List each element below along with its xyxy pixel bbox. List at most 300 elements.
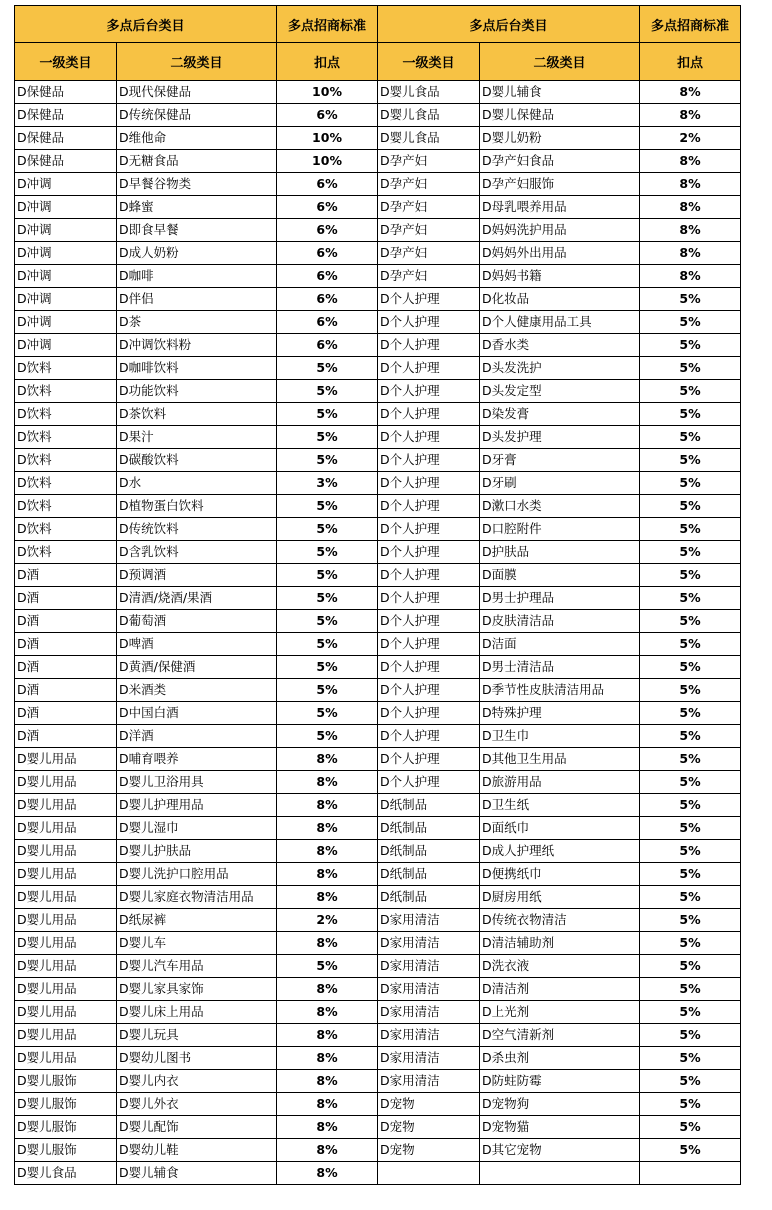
right-level1-cell: D个人护理 (378, 518, 480, 541)
left-rate-cell: 6% (277, 288, 378, 311)
right-level1-cell: D个人护理 (378, 380, 480, 403)
left-level2-cell: D纸尿裤 (117, 909, 277, 932)
right-rate-cell: 5% (640, 771, 741, 794)
right-level2-cell: D面膜 (480, 564, 640, 587)
right-rate-cell: 5% (640, 978, 741, 1001)
right-level2-cell: D男士清洁品 (480, 656, 640, 679)
header-row-top (15, 6, 741, 43)
left-level2-cell: D婴儿辅食 (117, 1162, 277, 1185)
left-level1-cell: D冲调 (15, 196, 117, 219)
table-row (15, 242, 741, 265)
right-level2-cell: D成人护理纸 (480, 840, 640, 863)
table-row (15, 610, 741, 633)
table-row (15, 219, 741, 242)
right-rate-cell: 8% (640, 150, 741, 173)
right-rate-cell: 5% (640, 610, 741, 633)
right-rate-cell: 8% (640, 242, 741, 265)
right-level2-cell: D清洁剂 (480, 978, 640, 1001)
left-level2-cell: D米酒类 (117, 679, 277, 702)
right-level1-cell: D纸制品 (378, 817, 480, 840)
right-level1-cell: D个人护理 (378, 633, 480, 656)
left-level1-cell: D保健品 (15, 81, 117, 104)
left-level1-cell: D婴儿用品 (15, 1024, 117, 1047)
table-row (15, 127, 741, 150)
right-level2-cell: D卫生纸 (480, 794, 640, 817)
left-rate-cell: 5% (277, 564, 378, 587)
left-rate-cell: 8% (277, 1116, 378, 1139)
table-row (15, 449, 741, 472)
right-rate-cell: 5% (640, 1001, 741, 1024)
right-level2-cell: D牙膏 (480, 449, 640, 472)
right-level2-cell: D牙刷 (480, 472, 640, 495)
left-level1-cell: D婴儿服饰 (15, 1139, 117, 1162)
left-rate-cell: 8% (277, 978, 378, 1001)
right-rate-cell: 8% (640, 196, 741, 219)
right-level1-cell: D宠物 (378, 1093, 480, 1116)
right-level2-cell: D头发定型 (480, 380, 640, 403)
right-rate-cell: 5% (640, 725, 741, 748)
right-level2-cell: D洗衣液 (480, 955, 640, 978)
left-rate-cell: 8% (277, 1093, 378, 1116)
right-level1-cell: D家用清洁 (378, 1024, 480, 1047)
right-rate-cell: 5% (640, 932, 741, 955)
left-rate-cell: 10% (277, 127, 378, 150)
left-level1-cell: D冲调 (15, 242, 117, 265)
left-rate-cell: 5% (277, 702, 378, 725)
table-row (15, 1070, 741, 1093)
left-rate-cell: 6% (277, 173, 378, 196)
left-level2-cell: D冲调饮料粉 (117, 334, 277, 357)
right-level2-cell: D卫生巾 (480, 725, 640, 748)
right-rate-cell: 5% (640, 426, 741, 449)
left-level1-cell: D婴儿用品 (15, 863, 117, 886)
left-level2-cell: D婴儿洗护口腔用品 (117, 863, 277, 886)
left-level2-cell: D婴儿家具家饰 (117, 978, 277, 1001)
right-rate-cell: 5% (640, 311, 741, 334)
right-level2-cell: D头发护理 (480, 426, 640, 449)
table-row (15, 265, 741, 288)
left-level2-cell: D即食早餐 (117, 219, 277, 242)
left-level1-cell: D婴儿用品 (15, 840, 117, 863)
right-level2-cell: D孕产妇服饰 (480, 173, 640, 196)
right-rate-cell: 2% (640, 127, 741, 150)
table-row (15, 518, 741, 541)
right-level1-cell: D家用清洁 (378, 1001, 480, 1024)
header-level1-right: 一级类目 (378, 43, 480, 81)
left-rate-cell: 5% (277, 587, 378, 610)
left-level1-cell: D酒 (15, 702, 117, 725)
right-level1-cell: D个人护理 (378, 587, 480, 610)
right-level1-cell: D个人护理 (378, 610, 480, 633)
left-level1-cell: D保健品 (15, 127, 117, 150)
table-row (15, 81, 741, 104)
right-level2-cell: D面纸巾 (480, 817, 640, 840)
right-level1-cell: D家用清洁 (378, 932, 480, 955)
right-rate-cell: 5% (640, 495, 741, 518)
left-rate-cell: 5% (277, 403, 378, 426)
right-rate-cell: 5% (640, 334, 741, 357)
right-rate-cell: 5% (640, 380, 741, 403)
left-level1-cell: D饮料 (15, 472, 117, 495)
left-level2-cell: D哺育喂养 (117, 748, 277, 771)
right-rate-cell: 5% (640, 633, 741, 656)
left-level1-cell: D婴儿用品 (15, 978, 117, 1001)
header-level2-left: 二级类目 (117, 43, 277, 81)
left-level1-cell: D婴儿用品 (15, 886, 117, 909)
table-row (15, 886, 741, 909)
right-level2-cell: D母乳喂养用品 (480, 196, 640, 219)
right-rate-cell: 5% (640, 909, 741, 932)
right-rate-cell: 5% (640, 1139, 741, 1162)
right-rate-cell: 5% (640, 518, 741, 541)
left-rate-cell: 8% (277, 863, 378, 886)
left-level1-cell: D婴儿服饰 (15, 1093, 117, 1116)
right-level1-cell: D纸制品 (378, 794, 480, 817)
left-level2-cell: D婴儿车 (117, 932, 277, 955)
table-row (15, 1162, 741, 1185)
right-level2-cell: D口腔附件 (480, 518, 640, 541)
right-level1-cell: D个人护理 (378, 357, 480, 380)
left-level2-cell: D传统保健品 (117, 104, 277, 127)
left-level2-cell: D茶饮料 (117, 403, 277, 426)
table-row (15, 173, 741, 196)
left-rate-cell: 2% (277, 909, 378, 932)
right-level1-cell (378, 1162, 480, 1185)
right-level2-cell: D护肤品 (480, 541, 640, 564)
left-level1-cell: D酒 (15, 633, 117, 656)
right-level1-cell: D婴儿食品 (378, 81, 480, 104)
left-level2-cell: D成人奶粉 (117, 242, 277, 265)
right-level1-cell: D婴儿食品 (378, 127, 480, 150)
right-rate-cell: 5% (640, 288, 741, 311)
table-row (15, 863, 741, 886)
table-row (15, 426, 741, 449)
left-rate-cell: 8% (277, 886, 378, 909)
table-row (15, 748, 741, 771)
table-row (15, 1047, 741, 1070)
right-level1-cell: D个人护理 (378, 748, 480, 771)
left-rate-cell: 8% (277, 748, 378, 771)
left-level2-cell: D婴儿配饰 (117, 1116, 277, 1139)
left-level1-cell: D饮料 (15, 380, 117, 403)
right-level1-cell: D个人护理 (378, 541, 480, 564)
right-rate-cell: 5% (640, 1070, 741, 1093)
left-level2-cell: D婴儿外衣 (117, 1093, 277, 1116)
left-level2-cell: D婴儿卫浴用具 (117, 771, 277, 794)
right-level2-cell: D宠物猫 (480, 1116, 640, 1139)
left-level1-cell: D饮料 (15, 518, 117, 541)
right-level1-cell: D家用清洁 (378, 1047, 480, 1070)
right-level1-cell: D孕产妇 (378, 265, 480, 288)
left-rate-cell: 8% (277, 840, 378, 863)
right-rate-cell: 5% (640, 587, 741, 610)
left-level1-cell: D饮料 (15, 541, 117, 564)
right-rate-cell: 5% (640, 1047, 741, 1070)
left-level2-cell: D预调酒 (117, 564, 277, 587)
left-level2-cell: D婴儿床上用品 (117, 1001, 277, 1024)
right-level1-cell: D个人护理 (378, 564, 480, 587)
table-row (15, 150, 741, 173)
left-level1-cell: D婴儿用品 (15, 955, 117, 978)
right-level2-cell: D旅游用品 (480, 771, 640, 794)
right-level1-cell: D个人护理 (378, 403, 480, 426)
left-level2-cell: D婴儿家庭衣物清洁用品 (117, 886, 277, 909)
left-level1-cell: D饮料 (15, 403, 117, 426)
left-level2-cell: D婴儿内衣 (117, 1070, 277, 1093)
right-level2-cell: D头发洗护 (480, 357, 640, 380)
left-level1-cell: D酒 (15, 610, 117, 633)
right-level1-cell: D个人护理 (378, 771, 480, 794)
header-standard-left: 多点招商标准 (277, 6, 378, 43)
table-row (15, 403, 741, 426)
right-level2-cell: D孕产妇食品 (480, 150, 640, 173)
left-level2-cell: D植物蛋白饮料 (117, 495, 277, 518)
table-row (15, 978, 741, 1001)
right-rate-cell: 5% (640, 403, 741, 426)
commission-table (14, 5, 741, 1185)
right-level1-cell: D孕产妇 (378, 150, 480, 173)
right-rate-cell: 5% (640, 863, 741, 886)
right-level2-cell: D香水类 (480, 334, 640, 357)
right-level2-cell: D清洁辅助剂 (480, 932, 640, 955)
left-level2-cell: D婴儿汽车用品 (117, 955, 277, 978)
left-rate-cell: 6% (277, 219, 378, 242)
left-rate-cell: 6% (277, 265, 378, 288)
right-rate-cell: 5% (640, 449, 741, 472)
left-level2-cell: D水 (117, 472, 277, 495)
left-level2-cell: D伴侣 (117, 288, 277, 311)
left-level2-cell: D葡萄酒 (117, 610, 277, 633)
left-rate-cell: 6% (277, 334, 378, 357)
right-level1-cell: D个人护理 (378, 449, 480, 472)
left-level2-cell: D洋酒 (117, 725, 277, 748)
table-row (15, 817, 741, 840)
right-level2-cell: D空气清新剂 (480, 1024, 640, 1047)
table-row (15, 587, 741, 610)
left-level2-cell: D婴儿玩具 (117, 1024, 277, 1047)
left-level1-cell: D酒 (15, 564, 117, 587)
right-level1-cell: D宠物 (378, 1139, 480, 1162)
left-level2-cell: D维他命 (117, 127, 277, 150)
table-row (15, 656, 741, 679)
right-level2-cell: D婴儿辅食 (480, 81, 640, 104)
table-row (15, 702, 741, 725)
left-rate-cell: 5% (277, 426, 378, 449)
right-level2-cell: D妈妈外出用品 (480, 242, 640, 265)
right-rate-cell: 8% (640, 81, 741, 104)
left-rate-cell: 8% (277, 1001, 378, 1024)
table-row (15, 288, 741, 311)
left-level1-cell: D饮料 (15, 426, 117, 449)
left-level2-cell: D无糖食品 (117, 150, 277, 173)
right-level2-cell: D厨房用纸 (480, 886, 640, 909)
right-rate-cell: 5% (640, 564, 741, 587)
table-row (15, 564, 741, 587)
left-rate-cell: 5% (277, 518, 378, 541)
left-level2-cell: D功能饮料 (117, 380, 277, 403)
right-level1-cell: D个人护理 (378, 702, 480, 725)
left-level2-cell: D咖啡 (117, 265, 277, 288)
right-level1-cell: D个人护理 (378, 656, 480, 679)
right-rate-cell: 8% (640, 265, 741, 288)
table-row (15, 679, 741, 702)
left-rate-cell: 8% (277, 1162, 378, 1185)
left-rate-cell: 5% (277, 449, 378, 472)
left-rate-cell: 6% (277, 104, 378, 127)
left-level2-cell: D婴儿护肤品 (117, 840, 277, 863)
table-body (15, 81, 741, 1185)
left-level1-cell: D冲调 (15, 334, 117, 357)
right-level2-cell: D杀虫剂 (480, 1047, 640, 1070)
header-standard-right: 多点招商标准 (640, 6, 741, 43)
left-level1-cell: D婴儿用品 (15, 817, 117, 840)
left-level2-cell: D传统饮料 (117, 518, 277, 541)
left-rate-cell: 5% (277, 656, 378, 679)
left-rate-cell: 10% (277, 81, 378, 104)
right-level1-cell: D个人护理 (378, 288, 480, 311)
right-level1-cell: D个人护理 (378, 426, 480, 449)
left-level1-cell: D冲调 (15, 219, 117, 242)
right-level1-cell: D个人护理 (378, 495, 480, 518)
right-level1-cell: D个人护理 (378, 725, 480, 748)
left-rate-cell: 5% (277, 495, 378, 518)
header-level1-left: 一级类目 (15, 43, 117, 81)
left-level2-cell: D早餐谷物类 (117, 173, 277, 196)
left-level1-cell: D冲调 (15, 311, 117, 334)
right-rate-cell: 5% (640, 1116, 741, 1139)
right-level2-cell: D妈妈洗护用品 (480, 219, 640, 242)
right-level1-cell: D家用清洁 (378, 955, 480, 978)
left-level1-cell: D饮料 (15, 449, 117, 472)
left-level1-cell: D婴儿用品 (15, 1047, 117, 1070)
header-rate-left: 扣点 (277, 43, 378, 81)
table-row (15, 909, 741, 932)
table-row (15, 840, 741, 863)
left-rate-cell: 8% (277, 932, 378, 955)
left-rate-cell: 5% (277, 357, 378, 380)
left-rate-cell: 5% (277, 610, 378, 633)
left-level1-cell: D婴儿食品 (15, 1162, 117, 1185)
left-level2-cell: D婴幼儿图书 (117, 1047, 277, 1070)
table-row (15, 1024, 741, 1047)
header-rate-right: 扣点 (640, 43, 741, 81)
left-level1-cell: D饮料 (15, 357, 117, 380)
left-level2-cell: D蜂蜜 (117, 196, 277, 219)
right-level1-cell: D个人护理 (378, 334, 480, 357)
right-rate-cell: 5% (640, 472, 741, 495)
right-level1-cell: D个人护理 (378, 311, 480, 334)
table-row (15, 472, 741, 495)
table-row (15, 1001, 741, 1024)
right-level1-cell: D孕产妇 (378, 173, 480, 196)
table-row (15, 633, 741, 656)
right-level1-cell: D孕产妇 (378, 242, 480, 265)
table-row (15, 794, 741, 817)
right-level2-cell: D其他卫生用品 (480, 748, 640, 771)
right-level1-cell: D家用清洁 (378, 909, 480, 932)
right-rate-cell: 8% (640, 219, 741, 242)
left-level2-cell: D婴儿护理用品 (117, 794, 277, 817)
header-row-sub (15, 43, 741, 81)
table-row (15, 955, 741, 978)
left-level2-cell: D啤酒 (117, 633, 277, 656)
table-row (15, 495, 741, 518)
right-rate-cell: 5% (640, 702, 741, 725)
right-level2-cell: D上光剂 (480, 1001, 640, 1024)
header-category-group-left: 多点后台类目 (15, 6, 277, 43)
right-rate-cell: 5% (640, 955, 741, 978)
left-level1-cell: D酒 (15, 587, 117, 610)
right-level2-cell: D季节性皮肤清洁用品 (480, 679, 640, 702)
right-level2-cell: D婴儿奶粉 (480, 127, 640, 150)
left-rate-cell: 5% (277, 380, 378, 403)
left-level2-cell: D含乳饮料 (117, 541, 277, 564)
right-rate-cell: 5% (640, 794, 741, 817)
right-rate-cell: 8% (640, 104, 741, 127)
left-rate-cell: 10% (277, 150, 378, 173)
left-level2-cell: D清酒/烧酒/果酒 (117, 587, 277, 610)
left-level1-cell: D婴儿用品 (15, 932, 117, 955)
left-rate-cell: 8% (277, 1024, 378, 1047)
left-level2-cell: D咖啡饮料 (117, 357, 277, 380)
right-level2-cell: D便携纸巾 (480, 863, 640, 886)
right-level2-cell: D其它宠物 (480, 1139, 640, 1162)
right-rate-cell: 5% (640, 679, 741, 702)
table-row (15, 541, 741, 564)
right-level1-cell: D孕产妇 (378, 219, 480, 242)
left-level2-cell: D现代保健品 (117, 81, 277, 104)
left-rate-cell: 8% (277, 1070, 378, 1093)
table-row (15, 196, 741, 219)
left-level1-cell: D婴儿服饰 (15, 1070, 117, 1093)
left-level1-cell: D酒 (15, 656, 117, 679)
right-level1-cell: D家用清洁 (378, 1070, 480, 1093)
left-level1-cell: D酒 (15, 725, 117, 748)
left-rate-cell: 6% (277, 311, 378, 334)
right-level1-cell: D个人护理 (378, 679, 480, 702)
left-level2-cell: D茶 (117, 311, 277, 334)
left-level1-cell: D饮料 (15, 495, 117, 518)
left-level2-cell: D碳酸饮料 (117, 449, 277, 472)
right-rate-cell: 5% (640, 1024, 741, 1047)
table-row (15, 771, 741, 794)
left-rate-cell: 5% (277, 679, 378, 702)
left-rate-cell: 3% (277, 472, 378, 495)
right-rate-cell: 8% (640, 173, 741, 196)
right-level1-cell: D婴儿食品 (378, 104, 480, 127)
left-rate-cell: 5% (277, 955, 378, 978)
right-level2-cell: D宠物狗 (480, 1093, 640, 1116)
left-rate-cell: 6% (277, 242, 378, 265)
right-level2-cell: D婴儿保健品 (480, 104, 640, 127)
right-level1-cell: D纸制品 (378, 886, 480, 909)
right-rate-cell (640, 1162, 741, 1185)
right-rate-cell: 5% (640, 541, 741, 564)
right-rate-cell: 5% (640, 1093, 741, 1116)
left-level1-cell: D保健品 (15, 104, 117, 127)
left-level1-cell: D婴儿用品 (15, 748, 117, 771)
table-row (15, 1116, 741, 1139)
left-rate-cell: 6% (277, 196, 378, 219)
right-rate-cell: 5% (640, 357, 741, 380)
table-row (15, 334, 741, 357)
table-row (15, 357, 741, 380)
table-row (15, 104, 741, 127)
left-level2-cell: D果汁 (117, 426, 277, 449)
left-level1-cell: D酒 (15, 679, 117, 702)
table-row (15, 311, 741, 334)
left-rate-cell: 5% (277, 725, 378, 748)
